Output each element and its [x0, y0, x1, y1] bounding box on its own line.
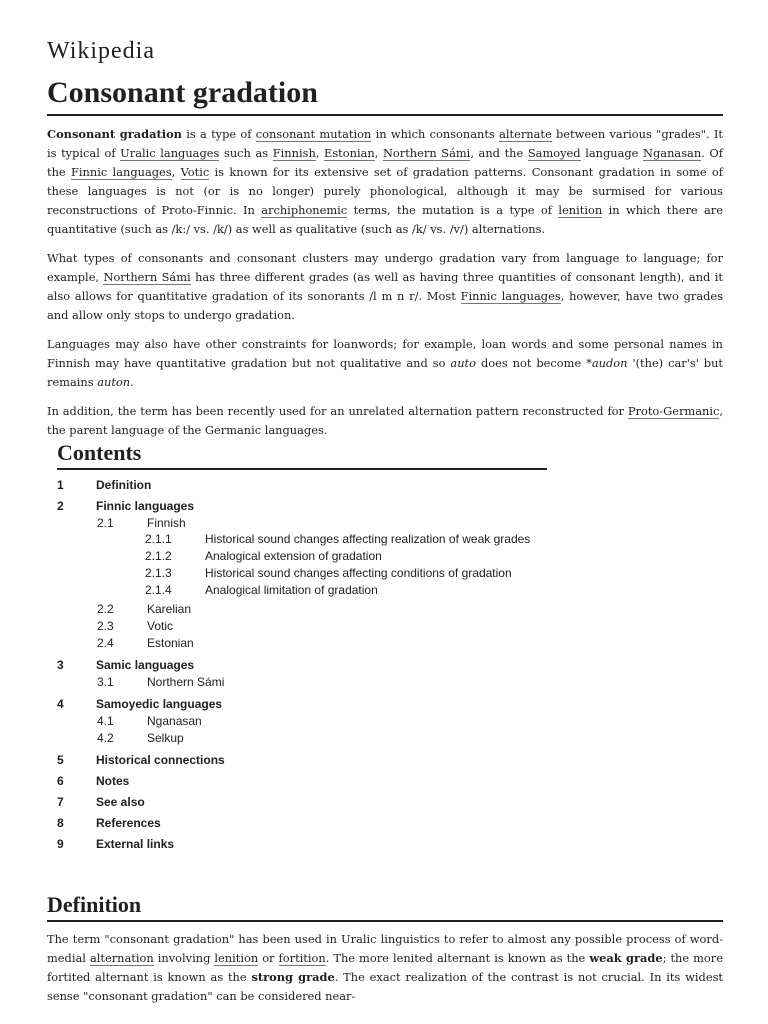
text-run: , — [374, 146, 383, 160]
text-run: or — [258, 951, 279, 965]
toc-label[interactable]: Estonian — [147, 636, 194, 650]
toc-number: 2.1 — [97, 516, 114, 530]
toc-number: 7 — [57, 795, 64, 809]
toc-title: Contents — [57, 440, 547, 470]
toc-number: 2.1.3 — [145, 566, 172, 580]
bold-term: weak grade — [589, 951, 663, 965]
inline-link[interactable]: Estonian — [324, 146, 375, 160]
intro-paragraph-1 — [47, 125, 723, 239]
inline-link[interactable]: Northern Sámi — [103, 270, 191, 284]
toc-label[interactable]: Analogical limitation of gradation — [205, 583, 378, 597]
text-run: is a type of — [181, 127, 256, 141]
inline-link[interactable]: Votic — [180, 165, 210, 179]
toc-number: 5 — [57, 753, 64, 767]
toc-label[interactable]: Karelian — [147, 602, 192, 616]
inline-link[interactable]: alternate — [499, 127, 552, 141]
toc-number: 6 — [57, 774, 64, 788]
intro-paragraph-4 — [47, 402, 723, 440]
toc-label[interactable]: See also — [96, 795, 145, 809]
toc-number: 4.1 — [97, 714, 114, 728]
toc-label[interactable]: External links — [96, 837, 175, 851]
toc-label[interactable]: Northern Sámi — [147, 675, 225, 689]
text-run: terms, the mutation is a type of — [347, 203, 559, 217]
page-title: Consonant gradation — [47, 76, 723, 116]
toc-number: 2.4 — [97, 636, 114, 650]
toc-label[interactable]: Finnish — [147, 516, 186, 530]
italic-word: auton — [97, 375, 131, 389]
text-run: language — [580, 146, 644, 160]
toc-label[interactable]: Samic languages — [96, 658, 195, 672]
toc-number: 2.1.2 — [145, 549, 172, 563]
text-run: The term "consonant gradation" has been used in Uralic linguistics to refer to almost any possible process of word-medial — [47, 932, 723, 965]
toc-label[interactable]: Analogical extension of gradation — [205, 549, 382, 563]
inline-link[interactable]: Nganasan — [643, 146, 702, 160]
text-run: What types of consonants and consonant clusters may undergo gradation vary from language to language; for example, — [47, 251, 723, 284]
table-of-contents — [57, 440, 657, 851]
text-run: , however, have two grades and allow only stops to undergo gradation. — [47, 289, 723, 322]
inline-link[interactable]: Finnish — [272, 146, 316, 160]
text-run: involving — [153, 951, 215, 965]
inline-link[interactable]: archiphonemic — [261, 203, 348, 217]
inline-link[interactable]: consonant mutation — [255, 127, 372, 141]
intro-section — [47, 125, 723, 450]
toc-label[interactable]: Historical sound changes affecting conditions of gradation — [205, 566, 512, 580]
toc-number: 4 — [57, 697, 64, 711]
toc-number: 2.1.4 — [145, 583, 172, 597]
text-run: In addition, the term has been recently used for an unrelated alternation pattern reconstructed for — [47, 404, 628, 418]
toc-number: 2.1.1 — [145, 532, 172, 546]
text-run: . The exact realization of the contrast is not crucial. In its widest sense "consonant gradation" can be considered near- — [47, 970, 723, 1003]
toc-number: 8 — [57, 816, 64, 830]
text-run: . Of the — [47, 146, 723, 179]
wikipedia-logo[interactable]: Wikipedia — [47, 38, 155, 64]
toc-label[interactable]: Votic — [147, 619, 174, 633]
text-run: between various "grades". It is typical of — [47, 127, 723, 160]
text-run: . — [130, 375, 134, 389]
inline-link[interactable]: fortition — [278, 951, 326, 965]
inline-link[interactable]: Uralic languages — [120, 146, 220, 160]
inline-link[interactable]: alternation — [89, 951, 154, 965]
toc-label[interactable]: Historical connections — [96, 753, 225, 767]
toc-number: 2.2 — [97, 602, 114, 616]
text-run: is known for its extensive set of gradation patterns. Consonant gradation in some of these languages is not (or is no longer) purely phonological, although it may be surmised for various reconstructions of Proto-Finnic. In — [47, 165, 723, 217]
toc-label[interactable]: References — [96, 816, 161, 830]
toc-label[interactable]: Selkup — [147, 731, 184, 745]
toc-label[interactable]: Nganasan — [147, 714, 202, 728]
toc-number: 3 — [57, 658, 64, 672]
toc-number: 9 — [57, 837, 64, 851]
toc-label[interactable]: Notes — [96, 774, 130, 788]
toc-label[interactable]: Definition — [96, 478, 152, 492]
bold-term: Consonant gradation — [47, 127, 182, 141]
text-run: has three different grades (as well as having three quantities of consonant length), and it also allows for quantitative gradation of its sonorants /l m n r/. Most — [47, 270, 723, 303]
toc-number: 2 — [57, 499, 64, 513]
text-run: such as — [219, 146, 273, 160]
toc-label[interactable]: Historical sound changes affecting realization of weak grades — [205, 532, 531, 546]
toc-number: 3.1 — [97, 675, 114, 689]
inline-link[interactable]: lenition — [214, 951, 259, 965]
text-run: ; the more fortited alternant is known as the — [47, 951, 723, 984]
text-run: Languages may also have other constraints for loanwords; for example, loan words and some personal names in Finnish may have quantitative gradation but not qualitative and so — [47, 337, 723, 370]
definition-section — [47, 892, 723, 1016]
definition-paragraph-1 — [47, 930, 723, 1006]
text-run: in which there are quantitative (such as /kː/ vs. /k/) as well as qualitative (such as /k/ vs. /v/) alternations. — [47, 203, 723, 236]
bold-term: strong grade — [251, 970, 335, 984]
inline-link[interactable]: Finnic languages — [460, 289, 561, 303]
text-run: , and the — [470, 146, 528, 160]
text-run: , the parent language of the Germanic languages. — [47, 404, 723, 437]
inline-link[interactable]: Northern Sámi — [382, 146, 471, 160]
intro-paragraph-3 — [47, 335, 723, 392]
inline-link[interactable]: Samoyed — [527, 146, 581, 160]
toc-number: 4.2 — [97, 731, 114, 745]
text-run: does not become * — [475, 356, 592, 370]
toc-number: 1 — [57, 478, 64, 492]
inline-link[interactable]: lenition — [558, 203, 603, 217]
italic-word: auto — [450, 356, 476, 370]
definition-heading: Definition — [47, 892, 723, 922]
text-run: . The more lenited alternant is known as the — [325, 951, 590, 965]
text-run: '(the) car's' but remains — [47, 356, 723, 389]
text-run: , — [315, 146, 325, 160]
text-run: , — [171, 165, 181, 179]
text-run: in which consonants — [371, 127, 500, 141]
italic-word: audon — [591, 356, 628, 370]
inline-link[interactable]: Proto-Germanic — [627, 404, 720, 418]
toc-label[interactable]: Samoyedic languages — [96, 697, 223, 711]
toc-number: 2.3 — [97, 619, 114, 633]
toc-label[interactable]: Finnic languages — [96, 499, 195, 513]
intro-paragraph-2 — [47, 249, 723, 325]
inline-link[interactable]: Finnic languages — [70, 165, 172, 179]
